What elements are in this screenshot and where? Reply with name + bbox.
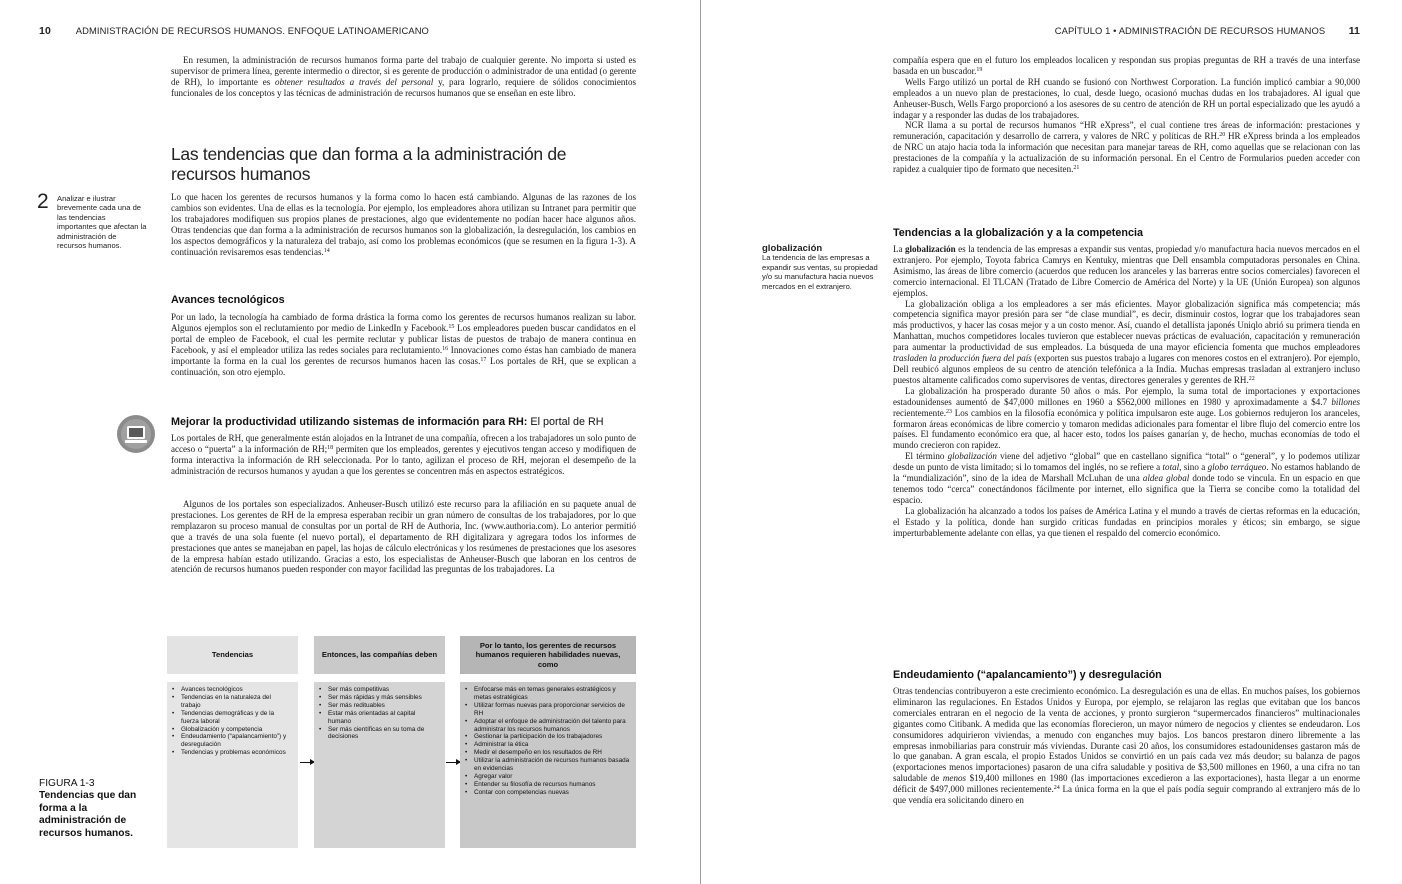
figure-list-item: • Endeudamiento (“apalancamiento”) y desregulación — [171, 733, 292, 749]
intro-paragraph: En resumen, la administración de recursos humanos forma parte del trabajo de cualquier gerente. No importa si usted es supervisor de primera línea, gerente intermedio o director, si es gerente de producción o administrador de una entidad (o gerente de RH), lo importante es obtener resultados a través del personal y, para lograrlo, requiere de sólidos conocimientos funcionales de los conceptos y las técnicas de administración de recursos humanos que se enseñan en este libro. — [171, 55, 636, 98]
running-title-left: ADMINISTRACIÓN DE RECURSOS HUMANOS. ENFOQUE LATINOAMERICANO — [75, 25, 429, 36]
page-number-left: 10 — [39, 25, 51, 37]
wells-fargo-paragraph: Wells Fargo utilizó un portal de RH cuando se fusionó con Northwest Corporation. La función implicó cambiar a 90,000 empleados a un nuevo plan de prestaciones, lo cual, desde luego, ocasionó muchas dudas en los trabajadores. Al igual que Anheuser-Busch, Wells Fargo proporcionó a los asesores de su centro de atención de RH un portal especializado que les ayudó a indagar y a responder las dudas de los trabajadores. — [893, 76, 1360, 120]
figure-list-item: • Utilizar formas nuevas para proporcionar servicios de RH — [464, 702, 630, 718]
globalization-body: La globalización es la tendencia de las empresas a expandir sus ventas, propiedad y/o manufactura hacia nuevos mercados en el extranjero. Por ejemplo, Toyota fabrica Camrys en Kentuky, mientras que Dell ensambla computadoras personales en China. Asimismo, las áreas de libre comercio (acuerdos que reducen los aranceles y las barreras entre socios comerciales) favorecen el comercio internacional. El TLCAN (Tratado de Libre Comercio de América del Norte) y la UE (Unión Europea) son algunos ejemplos. La globalización obliga a los empleadores a ser más eficientes. Mayor globalización significa más competencia; más competencia significa mayor presión para ser “de clase mundial”, es decir, disminuir costos, lograr que los trabajadores sean más productivos, y hacer las cosas mejor y a un costo menor. Así, cuando el detallista japonés Uniqlo abrió su primera tienda en Manhattan, muchos competidores locales tuvieron que establecer nuevas prácticas de evaluación, capacitación y remuneración para aumentar la productividad de sus empleados. La búsqueda de una mayor eficiencia fomenta que muchos empleadores trasladen la producción fuera del país (exporten sus puestos trabajo a lugares con menores costos en el extranjero). Por ejemplo, Dell reubicó algunos empleos de su centro de atención telefónica a la India. Muchas empresas trasladan al extranjero incluso puestos altamente calificados como supervisores de ventas, directores generales y gerentes de RH.$^{22}$ La globalización ha prosperado durante 50 años o más. Por ejemplo, la suma total de importaciones y exportaciones estadounidenses aumentó de $47,000 millones en 1960 a $562,000 millones en 1980 y aproximadamente a $4.7 billones recientemente.$^{23}$ Los cambios en la filosofía económica y política impulsaron este auge. Los gobiernos redujeron los aranceles, formaron áreas económicas de libre comercio y tomaron medidas adicionales para fomentar el libre flujo del comercio entre los países. El fundamento económico era que, al hacer esto, todos los países ganarían y, de hecho, muchas economías de todo el mundo crecieron con rapidez. El término globalización viene del adjetivo “global” que en castellano significa “total” o “general”, y lo podemos utilizar desde un punto de vista limitado; si lo tomamos del inglés, no se refiere a total, sino a globo terráqueo. No estamos hablando de la “mundialización”, sino de la idea de Marshall McLuhan de una aldea global donde todo se vincula. En un espacio en que tenemos todo “cerca” conectándonos fácilmente por internet, ello significa que la Tierra se concibe como la totalidad del espacio. La globalización ha alcanzado a todos los países de América Latina y el mundo a través de ciertas reformas en la educación, el Estado y la política, donde han surgido críticas fundadas en principios morales y éticos; sin embargo, se sigue imperturbablemente adelante con ellas, ya que tienen el respaldo del comercio económico. — [893, 244, 1361, 538]
figure-list-item: • Tendencias y problemas económicos — [171, 749, 292, 757]
figure-list-item: • Medir el desempeño en los resultados de RH — [464, 749, 630, 757]
debt-paragraph: Otras tendencias contribuyeron a este crecimiento económico. La desregulación es una de ellas. En muchos países, los gobiernos eliminaron las regulaciones. En Estados Unidos y Europa, por ejemplo, se relajaron las reglas que evitaban que los bancos comerciales entraran en el negocio de la venta de acciones, y pronto surgieron “supermercados financieros” multinacionales gigantes como Citibank. A medida que las economías florecieron, un mayor número de negocios y clientes se endeudaron. Los consumidores adquirieron viviendas, a menudo con enganches muy bajos. Los bancos prestaron dinero libremente a las empresas inmobiliarias para construir más viviendas. Durante casi 20 años, los consumidores estadounidenses gastaron más de lo que ganaban. A gran escala, el propio Estados Unidos se convirtió en un país cada vez más deudor; su balanza de pagos (exportaciones menos importaciones) pasaron de una cifra saludable y positiva de $3,500 millones en 1960, a una cifra no tan saludable de menos $19,400 millones en 1980 (las importaciones excedieron a las exportaciones), hasta llegar a un enorme déficit de $497,000 millones recientemente.$^{24}$ La única forma en la que el país podía seguir comprando al extranjero más de lo que vendía era solicitando dinero en — [893, 686, 1360, 806]
heading-globalization: Tendencias a la globalización y a la competencia — [893, 227, 1144, 239]
figure-list-item: • Utilizar la administración de recursos humanos basada en evidencias — [464, 757, 630, 773]
definition-text: La tendencia de las empresas a expandir sus ventas, su propiedad y/o su manufactura hacia nuevos mercados en el extranjero. — [762, 253, 878, 291]
running-header-left — [39, 25, 429, 37]
ncr-paragraph: NCR llama a su portal de recursos humanos “HR eXpress”, el cual contiene tres áreas de información: prestaciones y remuneración, capacitación y desarrollo de carrera, y valores de NRC y políticas de RH.$^{20}$ HR eXpress brinda a los empleados de NRC un atajo hacia toda la información que necesitan para manejar tareas de RH, como aquellas que se relacionan con las prestaciones de la compañía y la actualización de su información personal. En el Centro de Formularios pueden acceder con rapidez a cualquier tipo de formato que necesiten.$^{21}$ — [893, 120, 1361, 175]
right-page — [701, 0, 1402, 884]
figure-list-item: • Estar más orientadas al capital humano — [318, 710, 439, 726]
figure-list-item: • Enfocarse más en temas generales estratégicos y metas estratégicas — [464, 686, 630, 702]
figure-label: FIGURA 1-3 — [39, 778, 95, 789]
computer-icon — [117, 415, 155, 453]
figure-list-item: • Ser más científicas en su toma de decisiones — [318, 726, 439, 742]
figure-column-header: Tendencias — [167, 636, 298, 674]
arrow-icon — [446, 762, 460, 763]
figure-column-body — [167, 682, 298, 848]
section-title: Las tendencias que dan forma a la administración de recursos humanos — [171, 144, 567, 184]
figure-column-header: Por lo tanto, los gerentes de recursos humanos requieren habilidades nuevas, como — [460, 636, 636, 674]
figure-list-item: • Ser más rápidas y más sensibles — [318, 694, 439, 702]
figure-list-item: • Entender su filosofía de recursos humanos — [464, 781, 630, 789]
running-header-right — [1055, 25, 1360, 37]
heading-hr-portal: Mejorar la productividad utilizando sistemas de información para RH: El portal de RH — [171, 416, 604, 428]
learning-objective-text: Analizar e ilustrar brevemente cada una de las tendencias importantes que afectan la administración de recursos humanos. — [57, 194, 147, 251]
figure-list-item: • Globalización y competencia — [171, 726, 292, 734]
portal-paragraph-2: Algunos de los portales son especializados. Anheuser-Busch utilizó este recurso para la afiliación en su paquete anual de prestaciones. Los gerentes de RH de la empresa esperaban recibir un gran número de consultas de los trabajadores, por lo que remplazaron su proceso manual de consultas por un portal de RH de Authoria, Inc. (www.authoria.com). Lo anterior permitió que a través de una sola fuente (el nuevo portal), el departamento de RH digitalizara y agregara todos los informes de prestaciones que antes se manejaban en papel, las hojas de cálculo electrónicas y los resúmenes de prestaciones que los asesores de la empresa habían estado utilizando. Gracias a esto, los especialistas de Anheuser-Busch que laboran en los centros de atención de recursos humanos pueden responder con mayor facilidad las preguntas de los trabajadores. La — [171, 499, 636, 575]
figure-list-item: • Gestionar la participación de los trabajadores — [464, 733, 630, 741]
learning-objective-number: 2 — [37, 190, 49, 213]
figure-list-item: • Ser más competitivas — [318, 686, 439, 694]
figure-list-item: • Adoptar el enfoque de administración del talento para administrar los recursos humanos — [464, 718, 630, 734]
trends-paragraph: Lo que hacen los gerentes de recursos humanos y la forma como lo hacen está cambiando. Algunas de las razones de los cambios son evidentes. Una de ellas es la tecnología. Por ejemplo, los empleadores ahora utilizan su Intranet para permitir que los trabajadores modifiquen sus propios planes de prestaciones, algo que evidentemente no podían hacer hace algunos años. Otras tendencias que dan forma a la administración de recursos humanos son la globalización, la desregulación, los cambios en los aspectos demográficos y la naturaleza del trabajo, así como los problemas económicos (que se resumen en la figura 1-3). A continuación revisaremos esas tendencias.$^{14}$ — [171, 192, 636, 257]
figure-list-item: • Ser más redituables — [318, 702, 439, 710]
figure-list-item: • Tendencias en la naturaleza del trabajo — [171, 694, 292, 710]
page-number-right: 11 — [1348, 25, 1360, 37]
definition-term: globalización — [762, 243, 823, 254]
figure-column-body — [460, 682, 636, 848]
heading-debt-deregulation: Endeudamiento (“apalancamiento”) y desregulación — [893, 669, 1162, 681]
running-title-right: CAPÍTULO 1 • ADMINISTRACIÓN DE RECURSOS HUMANOS — [1054, 25, 1326, 36]
figure-list-item: • Agregar valor — [464, 773, 630, 781]
figure-column-header: Entonces, las compañías deben — [314, 636, 445, 674]
portal-paragraph-1: Los portales de RH, que generalmente están alojados en la Intranet de una compañía, ofrecen a los trabajadores un solo punto de acceso o “puerta” a la información de RH;$^{18}$ permiten que los empleados, gerentes y ejecutivos tengan acceso y modifiquen de forma interactiva la información de RH seleccionada. Por lo tanto, agilizan el proceso de RH, mejoran el desempeño de la administración de recursos humanos y ayudan a que los gerentes se concentren más en aspectos estratégicos. — [171, 433, 636, 476]
margin-definition-globalization — [762, 244, 880, 291]
left-page — [0, 0, 700, 884]
figure-column-body — [314, 682, 445, 848]
figure-caption-text: Tendencias que dan forma a la administración de recursos humanos. — [39, 790, 137, 839]
figure-list-item: • Tendencias demográficas y de la fuerza laboral — [171, 710, 292, 726]
continued-paragraph: compañía espera que en el futuro los empleados localicen y respondan sus propias preguntas de RH a través de una interfase basada en un buscador.$^{19}$ Wells Fargo utilizó un portal de RH cuando se fusionó con Northwest Corporation. La función implicó cambiar a 90,000 empleados a un nuevo plan de prestaciones, lo cual, desde luego, ocasionó muchas dudas en los trabajadores. Al igual que Anheuser-Busch, Wells Fargo proporcionó a los asesores de su centro de atención de RH un portal especializado que les ayudó a indagar y a responder las dudas de los trabajadores. NCR llama a su portal de recursos humanos “HR eXpress”, el cual contiene tres áreas de información: prestaciones y remuneración, capacitación y desarrollo de carrera, y valores de NRC y políticas de RH.$^{20}$ HR eXpress brinda a los empleados de NRC un atajo hacia toda la información que necesitan para manejar tareas de RH, como aquellas que se relacionan con las prestaciones de la compañía y la actualización de su información personal. En el Centro de Formularios pueden acceder con rapidez a cualquier tipo de formato que necesiten.$^{21}$ — [893, 55, 1361, 175]
figure-list-item: • Administrar la ética — [464, 741, 630, 749]
tech-paragraph: Por un lado, la tecnología ha cambiado de forma drástica la forma como los gerentes de recursos humanos realizan su labor. Algunos ejemplos son el reclutamiento por medio de LinkedIn y Facebook.$^{15}$ Los empleadores pueden buscar candidatos en el portal de empleo de Facebook, el cual les permite reclutar y publicar listas de puestos de trabajo de manera continua en Facebook, y así el empleador utiliza las redes sociales para reclutamiento.$^{16}$ Innovaciones como éstas han cambiado de manera importante la forma en la cual los gerentes de recursos humanos hacen las cosas.$^{17}$ Los portales de RH, que se explican a continuación, son otro ejemplo. — [171, 312, 637, 377]
figure-list-item: • Avances tecnológicos — [171, 686, 292, 694]
figure-list-item: • Contar con competencias nuevas — [464, 789, 630, 797]
figure-caption — [39, 778, 149, 840]
arrow-icon — [300, 762, 314, 763]
heading-tech-advances: Avances tecnológicos — [171, 294, 285, 306]
